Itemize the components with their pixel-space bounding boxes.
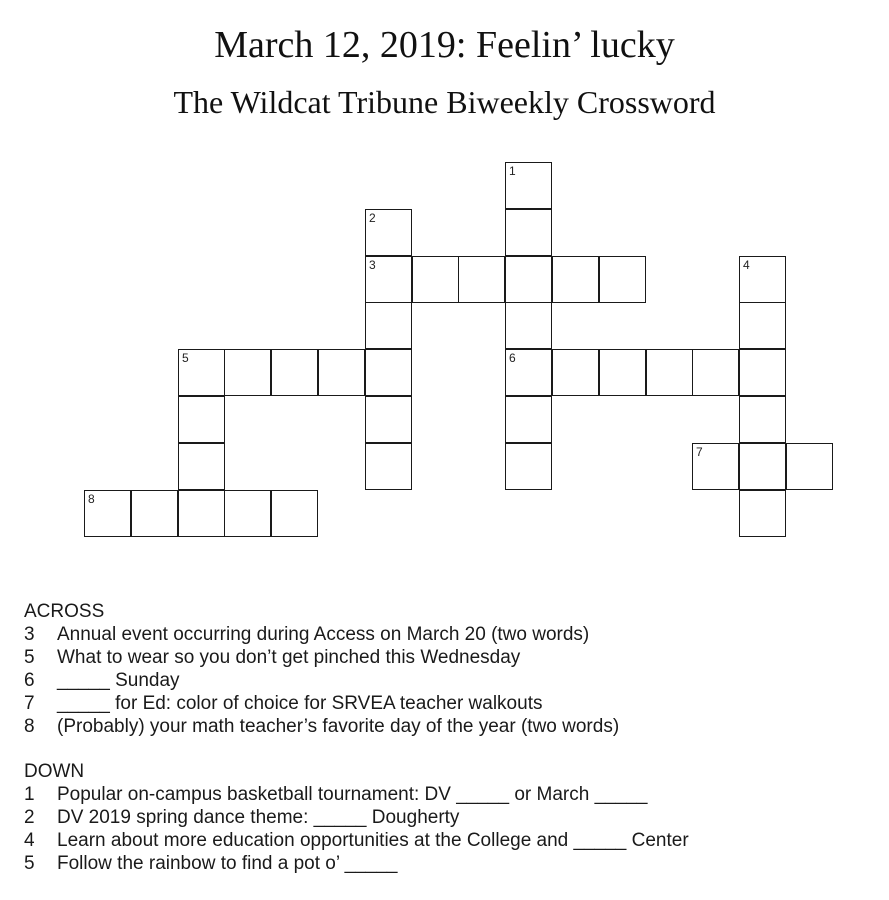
- crossword-cell[interactable]: [271, 349, 318, 396]
- clue-number: 2: [24, 807, 35, 828]
- crossword-cell[interactable]: [646, 349, 693, 396]
- clue-text: Follow the rainbow to find a pot o’ _____: [57, 853, 398, 874]
- down-clue-4: [24, 829, 689, 852]
- clue-number: 5: [24, 853, 35, 874]
- clue-number: 3: [24, 624, 35, 645]
- crossword-cell[interactable]: [599, 349, 646, 396]
- crossword-cell[interactable]: [505, 349, 552, 396]
- down-clue-list: [24, 783, 689, 875]
- crossword-cell[interactable]: [365, 302, 412, 349]
- clue-text: DV 2019 spring dance theme: _____ Dougherty: [57, 807, 460, 828]
- clue-text: Annual event occurring during Access on March 20 (two words): [57, 624, 590, 645]
- crossword-cell[interactable]: [739, 256, 786, 303]
- crossword-cell[interactable]: [599, 256, 646, 303]
- crossword-cell[interactable]: [178, 349, 225, 396]
- across-heading: ACROSS: [24, 601, 105, 622]
- clue-text: Popular on-campus basketball tournament: DV _____ or March _____: [57, 784, 648, 805]
- crossword-cell[interactable]: [692, 443, 739, 490]
- across-clue-3: [24, 623, 689, 646]
- clue-number: 7: [24, 693, 35, 714]
- page-title: March 12, 2019: Feelin’ lucky: [214, 24, 675, 66]
- cell-number: 8: [88, 492, 95, 506]
- crossword-cell[interactable]: [458, 256, 505, 303]
- clue-number: 4: [24, 830, 35, 851]
- crossword-cell[interactable]: [178, 490, 225, 537]
- crossword-cell[interactable]: [365, 443, 412, 490]
- crossword-cell[interactable]: [505, 162, 552, 209]
- clue-text: Learn about more education opportunities at the College and _____ Center: [57, 830, 689, 851]
- down-clue-5: [24, 852, 689, 875]
- cell-number: 5: [182, 351, 189, 365]
- crossword-cell[interactable]: [505, 396, 552, 443]
- crossword-cell[interactable]: [739, 490, 786, 537]
- cell-number: 2: [369, 211, 376, 225]
- cell-number: 3: [369, 258, 376, 272]
- crossword-cell[interactable]: [786, 443, 833, 490]
- crossword-cell[interactable]: [692, 349, 739, 396]
- across-clue-5: [24, 646, 689, 669]
- clues-section: [24, 600, 689, 875]
- cell-number: 7: [696, 445, 703, 459]
- cell-number: 4: [743, 258, 750, 272]
- crossword-cell[interactable]: [552, 256, 599, 303]
- crossword-cell[interactable]: [178, 396, 225, 443]
- crossword-cell[interactable]: [318, 349, 365, 396]
- across-clue-list: [24, 623, 689, 738]
- crossword-cell[interactable]: [365, 396, 412, 443]
- clue-text: (Probably) your math teacher’s favorite day of the year (two words): [57, 716, 620, 737]
- down-clue-2: [24, 806, 689, 829]
- crossword-cell[interactable]: [365, 209, 412, 256]
- clue-text: _____ for Ed: color of choice for SRVEA teacher walkouts: [57, 693, 543, 714]
- crossword-cell[interactable]: [271, 490, 318, 537]
- across-clue-8: [24, 715, 689, 738]
- crossword-cell[interactable]: [178, 443, 225, 490]
- crossword-cell[interactable]: [739, 443, 786, 490]
- crossword-cell[interactable]: [505, 256, 552, 303]
- cell-number: 1: [509, 164, 516, 178]
- clue-number: 8: [24, 716, 35, 737]
- crossword-cell[interactable]: [365, 349, 412, 396]
- crossword-cell[interactable]: [505, 209, 552, 256]
- clue-number: 1: [24, 784, 35, 805]
- clue-text: What to wear so you don’t get pinched this Wednesday: [57, 647, 521, 668]
- across-clue-6: [24, 669, 689, 692]
- crossword-cell[interactable]: [739, 302, 786, 349]
- crossword-cell[interactable]: [412, 256, 459, 303]
- crossword-cell[interactable]: [552, 349, 599, 396]
- across-clue-7: [24, 692, 689, 715]
- crossword-cell[interactable]: [131, 490, 178, 537]
- down-heading: DOWN: [24, 761, 85, 782]
- crossword-cell[interactable]: [84, 490, 131, 537]
- crossword-cell[interactable]: [365, 256, 412, 303]
- crossword-cell[interactable]: [505, 443, 552, 490]
- page-subtitle: The Wildcat Tribune Biweekly Crossword: [173, 84, 716, 120]
- crossword-cell[interactable]: [224, 349, 271, 396]
- cell-number: 6: [509, 351, 516, 365]
- crossword-cell[interactable]: [739, 349, 786, 396]
- clue-number: 6: [24, 670, 35, 691]
- down-clue-1: [24, 783, 689, 806]
- clue-text: _____ Sunday: [57, 670, 180, 691]
- clue-number: 5: [24, 647, 35, 668]
- crossword-cell[interactable]: [505, 302, 552, 349]
- crossword-cell[interactable]: [739, 396, 786, 443]
- crossword-cell[interactable]: [224, 490, 271, 537]
